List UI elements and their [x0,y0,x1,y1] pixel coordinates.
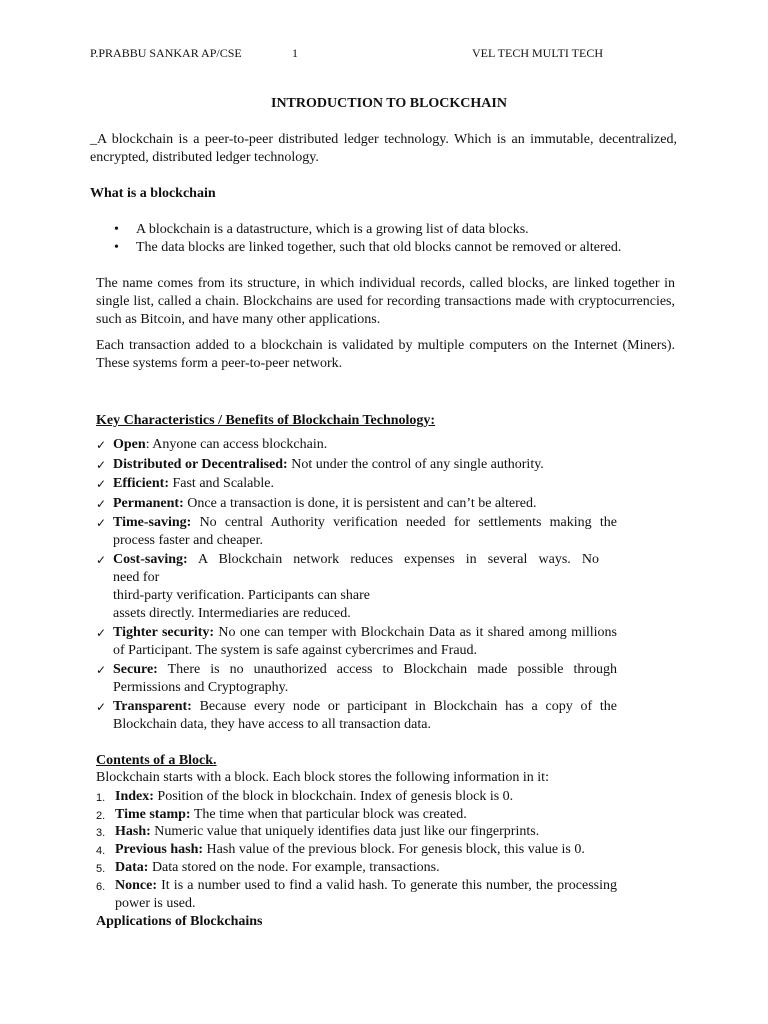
applications-heading: Applications of Blockchains [96,914,263,929]
term: Distributed or Decentralised: [113,457,288,472]
description: The time when that particular block was created. [190,807,467,822]
term: Index: [115,789,154,804]
bullet-text: A blockchain is a datastructure, which is a growing list of data blocks. [136,222,529,237]
bullet-icon: • [114,222,119,237]
term: Efficient: [113,476,169,491]
item-number: 2. [96,810,106,822]
check-icon: ✓ [96,626,107,640]
item-number: 6. [96,881,106,893]
term: Previous hash: [115,842,204,857]
list-item [0,698,768,734]
list-item [0,661,768,697]
description: Once a transaction is done, it is persistent and can’t be altered. [183,496,537,511]
intro-marker: _ [90,132,97,147]
item-number: 4. [96,845,106,857]
validation-paragraph: Each transaction added to a blockchain is validated by multiple computers on the Internet (Miners). These systems form a peer-to-peer network. [96,338,675,371]
term: Cost-saving: [113,552,188,567]
list-item [0,624,768,660]
description: Because every node or participant in Blockchain has a copy of the Blockchain data, they have access to all transaction data. [113,699,617,732]
check-icon: ✓ [96,516,107,530]
list-item [0,859,768,877]
description-line: need for [113,570,160,585]
term: Hash: [115,824,151,839]
header-page-number: 1 [292,46,298,60]
header-author: P.PRABBU SANKAR AP/CSE [90,46,242,60]
description: Numeric value that uniquely identifies data just like our fingerprints. [150,824,540,839]
term: Permanent: [113,496,184,511]
list-item [0,806,768,824]
document-title: INTRODUCTION TO BLOCKCHAIN [271,96,507,111]
intro-text: A blockchain is a peer-to-peer distributed ledger technology. Which is an immutable, decentralized, encrypted, distributed ledger technology. [90,132,677,165]
description-line: assets directly. Intermediaries are reduced. [113,606,351,621]
term: Nonce: [115,878,157,893]
bullet-icon: • [114,240,119,255]
check-icon: ✓ [96,477,107,491]
list-item [0,475,768,493]
term: Open [113,437,146,452]
description: Position of the block in blockchain. Index of genesis block is 0. [153,789,514,804]
characteristics-heading: Key Characteristics / Benefits of Blockchain Technology: [96,413,436,428]
term: Time-saving: [113,515,192,530]
item-number: 5. [96,863,106,875]
list-item [0,514,768,550]
description: Data stored on the node. For example, transactions. [148,860,440,875]
description: A Blockchain network reduces expenses in several ways. No [187,552,599,567]
list-item [0,495,768,513]
header-institution: VEL TECH MULTI TECH [472,46,603,60]
list-item [0,841,768,859]
description: Hash value of the previous block. For genesis block, this value is 0. [203,842,585,857]
term: Time stamp: [115,807,191,822]
structure-paragraph: The name comes from its structure, in which individual records, called blocks, are linked together in single list, called a chain. Blockchains are used for recording transactions made with cryptocurrencies, such as Bitcoin, and have many other applications. [96,276,675,327]
check-icon: ✓ [96,497,107,511]
check-icon: ✓ [96,438,107,452]
description: No one can temper with Blockchain Data as it shared among millions of Participant. The system is safe against cybercrimes and Fraud. [113,625,617,658]
block-contents-intro: Blockchain starts with a block. Each block stores the following information in it: [96,770,549,785]
item-number: 3. [96,827,106,839]
description: Not under the control of any single authority. [287,457,544,472]
check-icon: ✓ [96,553,107,567]
bullet-text: The data blocks are linked together, such that old blocks cannot be removed or altered. [136,240,622,255]
term: Data: [115,860,149,875]
list-item [0,456,768,474]
block-contents-heading: Contents of a Block. [96,753,217,768]
description-line: third-party verification. Participants can share [113,588,370,603]
description: Fast and Scalable. [168,476,274,491]
intro-paragraph [90,131,677,167]
what-is-heading: What is a blockchain [90,186,216,201]
check-icon: ✓ [96,700,107,714]
term: Transparent: [113,699,192,714]
description: : Anyone can access blockchain. [145,437,328,452]
term: Secure: [113,662,158,677]
list-item [0,823,768,841]
list-item [0,788,768,806]
list-item [0,551,768,623]
description: It is a number used to find a valid hash. To generate this number, the processing power is used. [115,878,617,911]
list-item [0,877,768,913]
term: Tighter security: [113,625,215,640]
check-icon: ✓ [96,458,107,472]
item-number: 1. [96,792,106,804]
description: No central Authority verification needed for settlements making the process faster and cheaper. [113,515,617,548]
description: There is no unauthorized access to Blockchain made possible through Permissions and Cryptography. [113,662,617,695]
check-icon: ✓ [96,663,107,677]
list-item [0,436,768,454]
